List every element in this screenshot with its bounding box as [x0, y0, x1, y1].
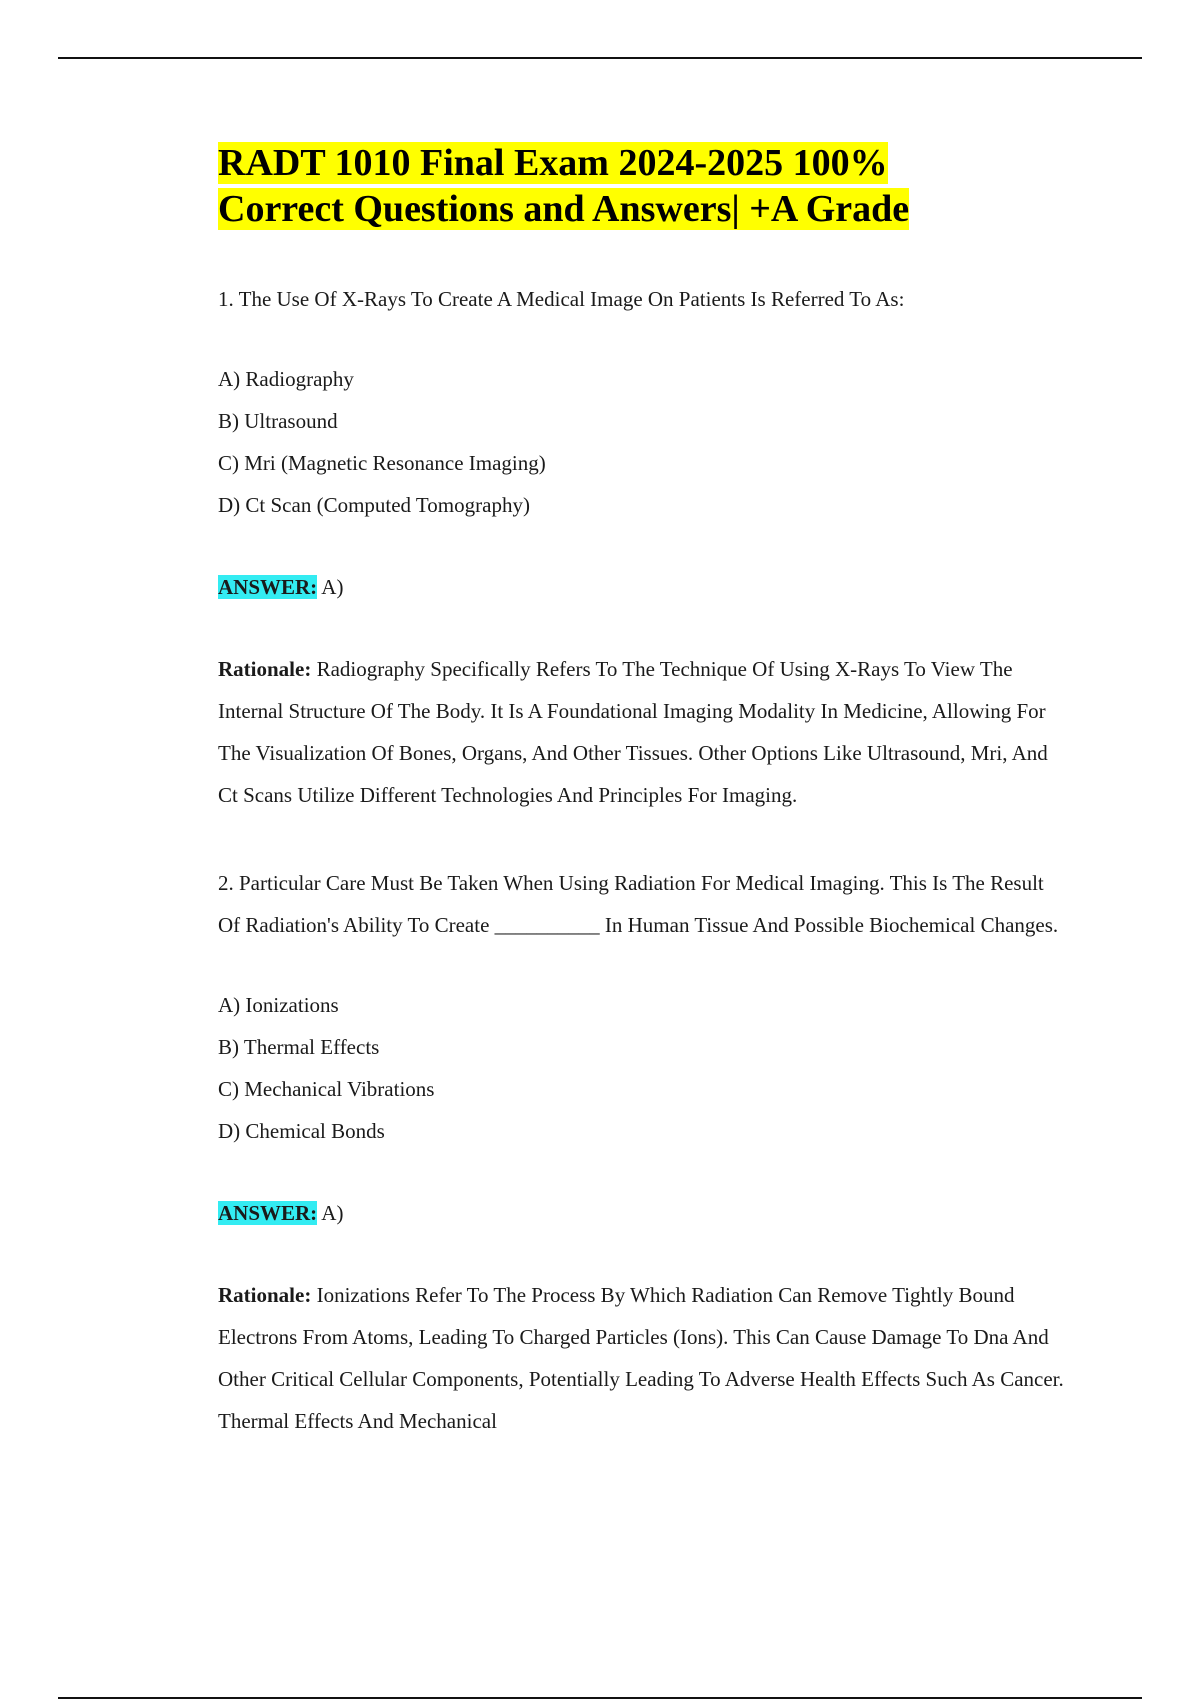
answer-line-2 [218, 1192, 1068, 1234]
option-b: B) Ultrasound [218, 409, 338, 433]
question-block-1 [218, 278, 1068, 816]
option-c: C) Mechanical Vibrations [218, 1077, 435, 1101]
answer-line-1 [218, 566, 1068, 608]
question-block-2 [218, 862, 1068, 1442]
option-a: A) Ionizations [218, 993, 339, 1017]
rationale-text: Radiography Specifically Refers To The Technique Of Using X-Rays To View The Internal Structure Of The Body. It Is A Foundational Imaging Modality In Medicine, Allowing For The Visualization Of Bones, Organs, And Other Tissues. Other Options Like Ultrasound, Mri, And Ct Scans Utilize Different Technologies And Principles For Imaging. [218, 657, 1048, 807]
option-b: B) Thermal Effects [218, 1035, 380, 1059]
answer-label: ANSWER: [218, 1201, 318, 1225]
option-d: D) Ct Scan (Computed Tomography) [218, 493, 530, 517]
option-c: C) Mri (Magnetic Resonance Imaging) [218, 451, 546, 475]
options-list-1 [218, 358, 1068, 526]
answer-value: A) [321, 575, 344, 599]
rationale-2 [218, 1274, 1068, 1442]
document-title [218, 140, 1068, 232]
option-d: D) Chemical Bonds [218, 1119, 385, 1143]
rationale-label: Rationale: [218, 657, 312, 681]
question-prompt-1: 1. The Use Of X-Rays To Create A Medical Image On Patients Is Referred To As: [218, 287, 905, 311]
answer-value: A) [321, 1201, 344, 1225]
question-prompt-2: 2. Particular Care Must Be Taken When Using Radiation For Medical Imaging. This Is The Result Of Radiation's Ability To Create __________ In Human Tissue And Possible Biochemical Changes. [218, 871, 1059, 937]
bottom-rule [58, 1697, 1142, 1699]
title-line-1: RADT 1010 Final Exam 2024-2025 100% [218, 142, 888, 184]
page-content [218, 140, 1068, 1442]
rationale-label: Rationale: [218, 1283, 312, 1307]
rationale-text: Ionizations Refer To The Process By Which Radiation Can Remove Tightly Bound Electrons From Atoms, Leading To Charged Particles (Ions). This Can Cause Damage To Dna And Other Critical Cellular Components, Potentially Leading To Adverse Health Effects Such As Cancer. Thermal Effects And Mechanical [218, 1283, 1064, 1433]
top-rule [58, 57, 1142, 59]
title-line-2: Correct Questions and Answers| +A Grade [218, 188, 910, 230]
options-list-2 [218, 984, 1068, 1152]
rationale-1 [218, 648, 1068, 816]
option-a: A) Radiography [218, 367, 354, 391]
answer-label: ANSWER: [218, 575, 318, 599]
